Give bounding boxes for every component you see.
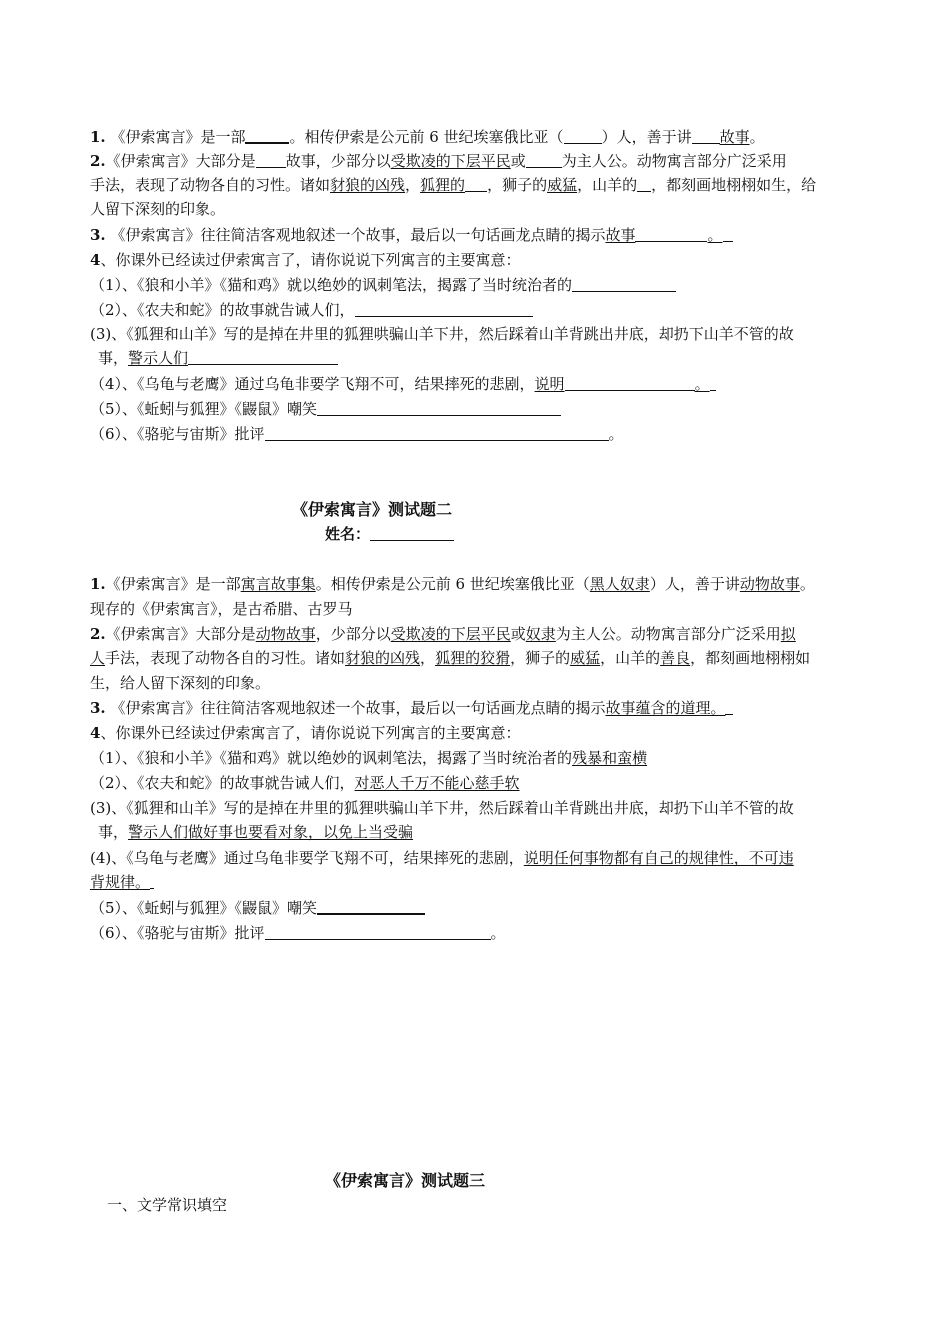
blank <box>565 374 695 391</box>
t2-sub6: （6）、《骆驼与宙斯》批评 。 <box>90 924 506 942</box>
t1-sub3-line2: 事，警示人们 <box>98 346 873 370</box>
blank <box>355 300 533 317</box>
t3-section-1: 一、文学常识填空 <box>107 1196 228 1214</box>
t2-sub3-line2: 事，警示人们做好事也要看对象，以免上当受骗 <box>98 823 414 841</box>
t1-q3: 3. 《伊索寓言》往往简洁客观地叙述一个故事，最后以一句话画龙点睛的揭示故事 。 <box>90 223 865 247</box>
t2-q3: 3. 《伊索寓言》往往简洁客观地叙述一个故事，最后以一句话画龙点睛的揭示故事蕴含的道理。 <box>90 696 865 720</box>
t2-q1-line1: 1.《伊索寓言》是一部寓言故事集。相传伊索是公元前 6 世纪埃塞俄比亚（黑人奴隶）人，善于讲动物故事。 <box>90 575 815 593</box>
t1-sub1: （1）、《狼和小羊》《猫和鸡》就以绝妙的讽刺笔法，揭露了当时统治者的 <box>90 273 865 297</box>
t1-q2-line3: 人留下深刻的印象。 <box>90 200 226 218</box>
blank <box>635 225 707 242</box>
blank <box>256 151 286 168</box>
blank <box>710 374 716 391</box>
blank <box>564 127 602 144</box>
t2-q4: 4、你课外已经读过伊索寓言了，请你说说下列寓言的主要寓意： <box>90 724 521 742</box>
t2-sub1: （1）、《狼和小羊》《猫和鸡》就以绝妙的讽刺笔法，揭露了当时统治者的残暴和蛮横 <box>90 749 648 767</box>
t1-q2-line1: 2.《伊索寓言》大部分是 故事，少部分以受欺凌的下层平民或 为主人公。动物寓言部分广泛采用 <box>90 152 787 170</box>
t1-sub4: （4）、《乌龟与老鹰》通过乌龟非要学飞翔不可，结果摔死的悲剧，说明 。 <box>90 372 865 396</box>
blank <box>317 399 561 416</box>
blank <box>526 151 562 168</box>
blank <box>188 348 338 365</box>
t2-sub4-line1: (4)、《乌龟与老鹰》通过乌龟非要学飞翔不可，结果摔死的悲剧，说明任何事物都有自己的规律性，不可违 <box>90 849 794 867</box>
t1-sub6: （6）、《骆驼与宙斯》批评 。 <box>90 425 624 443</box>
t2-q2-line2: 人手法，表现了动物各自的习性。诸如豺狼的凶残，狐狸的狡猾，狮子的威猛，山羊的善良，都刻画地栩栩如 <box>90 649 811 667</box>
t2-title: 《伊索寓言》测试题二 <box>292 500 453 519</box>
t2-name-field: 姓名： <box>325 522 454 546</box>
blank <box>723 225 733 242</box>
blank <box>692 127 720 144</box>
t3-title: 《伊索寓言》测试题三 <box>325 1171 486 1190</box>
blank <box>317 897 425 915</box>
t1-q4: 4、你课外已经读过伊索寓言了，请你说说下列寓言的主要寓意： <box>90 251 521 269</box>
t2-sub2: （2）、《农夫和蛇》的故事就告诫人们，对恶人千万不能心慈手软 <box>90 774 520 792</box>
t2-sub3-line1: (3)、《狐狸和山羊》写的是掉在井里的狐狸哄骗山羊下井，然后踩着山羊背跳出井底，却扔下山羊不管的故 <box>90 799 794 817</box>
blank <box>265 424 609 441</box>
blank <box>465 175 487 192</box>
t1-sub5: （5）、《蚯蚓与狐狸》《鼹鼠》嘲笑 <box>90 397 865 421</box>
t2-sub5: （5）、《蚯蚓与狐狸》《鼹鼠》嘲笑 <box>90 896 865 920</box>
t1-q2-line2: 手法，表现了动物各自的习性。诸如豺狼的凶残，狐狸的 ，狮子的威猛，山羊的 ，都刻画地栩栩如生，给 <box>90 176 817 194</box>
blank <box>245 126 289 144</box>
t2-q2-line1: 2.《伊索寓言》大部分是动物故事，少部分以受欺凌的下层平民或奴隶为主人公。动物寓言部分广泛采用拟 <box>90 625 796 643</box>
t2-q1-line2: 现存的《伊索寓言》，是古希腊、古罗马 <box>90 600 353 618</box>
t1-q1: 1. 《伊索寓言》是一部 。相传伊索是公元前 6 世纪埃塞俄比亚（ ）人，善于讲 故事。 <box>90 128 765 146</box>
t1-sub3-line1: (3)、《狐狸和山羊》写的是掉在井里的狐狸哄骗山羊下井，然后踩着山羊背跳出井底，却扔下山羊不管的故 <box>90 325 794 343</box>
blank <box>265 923 491 940</box>
blank <box>572 275 676 292</box>
blank <box>725 698 733 715</box>
t1-sub2: （2）、《农夫和蛇》的故事就告诫人们， <box>90 298 865 322</box>
blank <box>637 175 651 192</box>
t2-sub4-line2: 背规律。 <box>90 870 865 894</box>
name-blank <box>370 524 454 541</box>
blank <box>150 872 154 889</box>
t2-q2-line3: 生，给人留下深刻的印象。 <box>90 674 271 692</box>
